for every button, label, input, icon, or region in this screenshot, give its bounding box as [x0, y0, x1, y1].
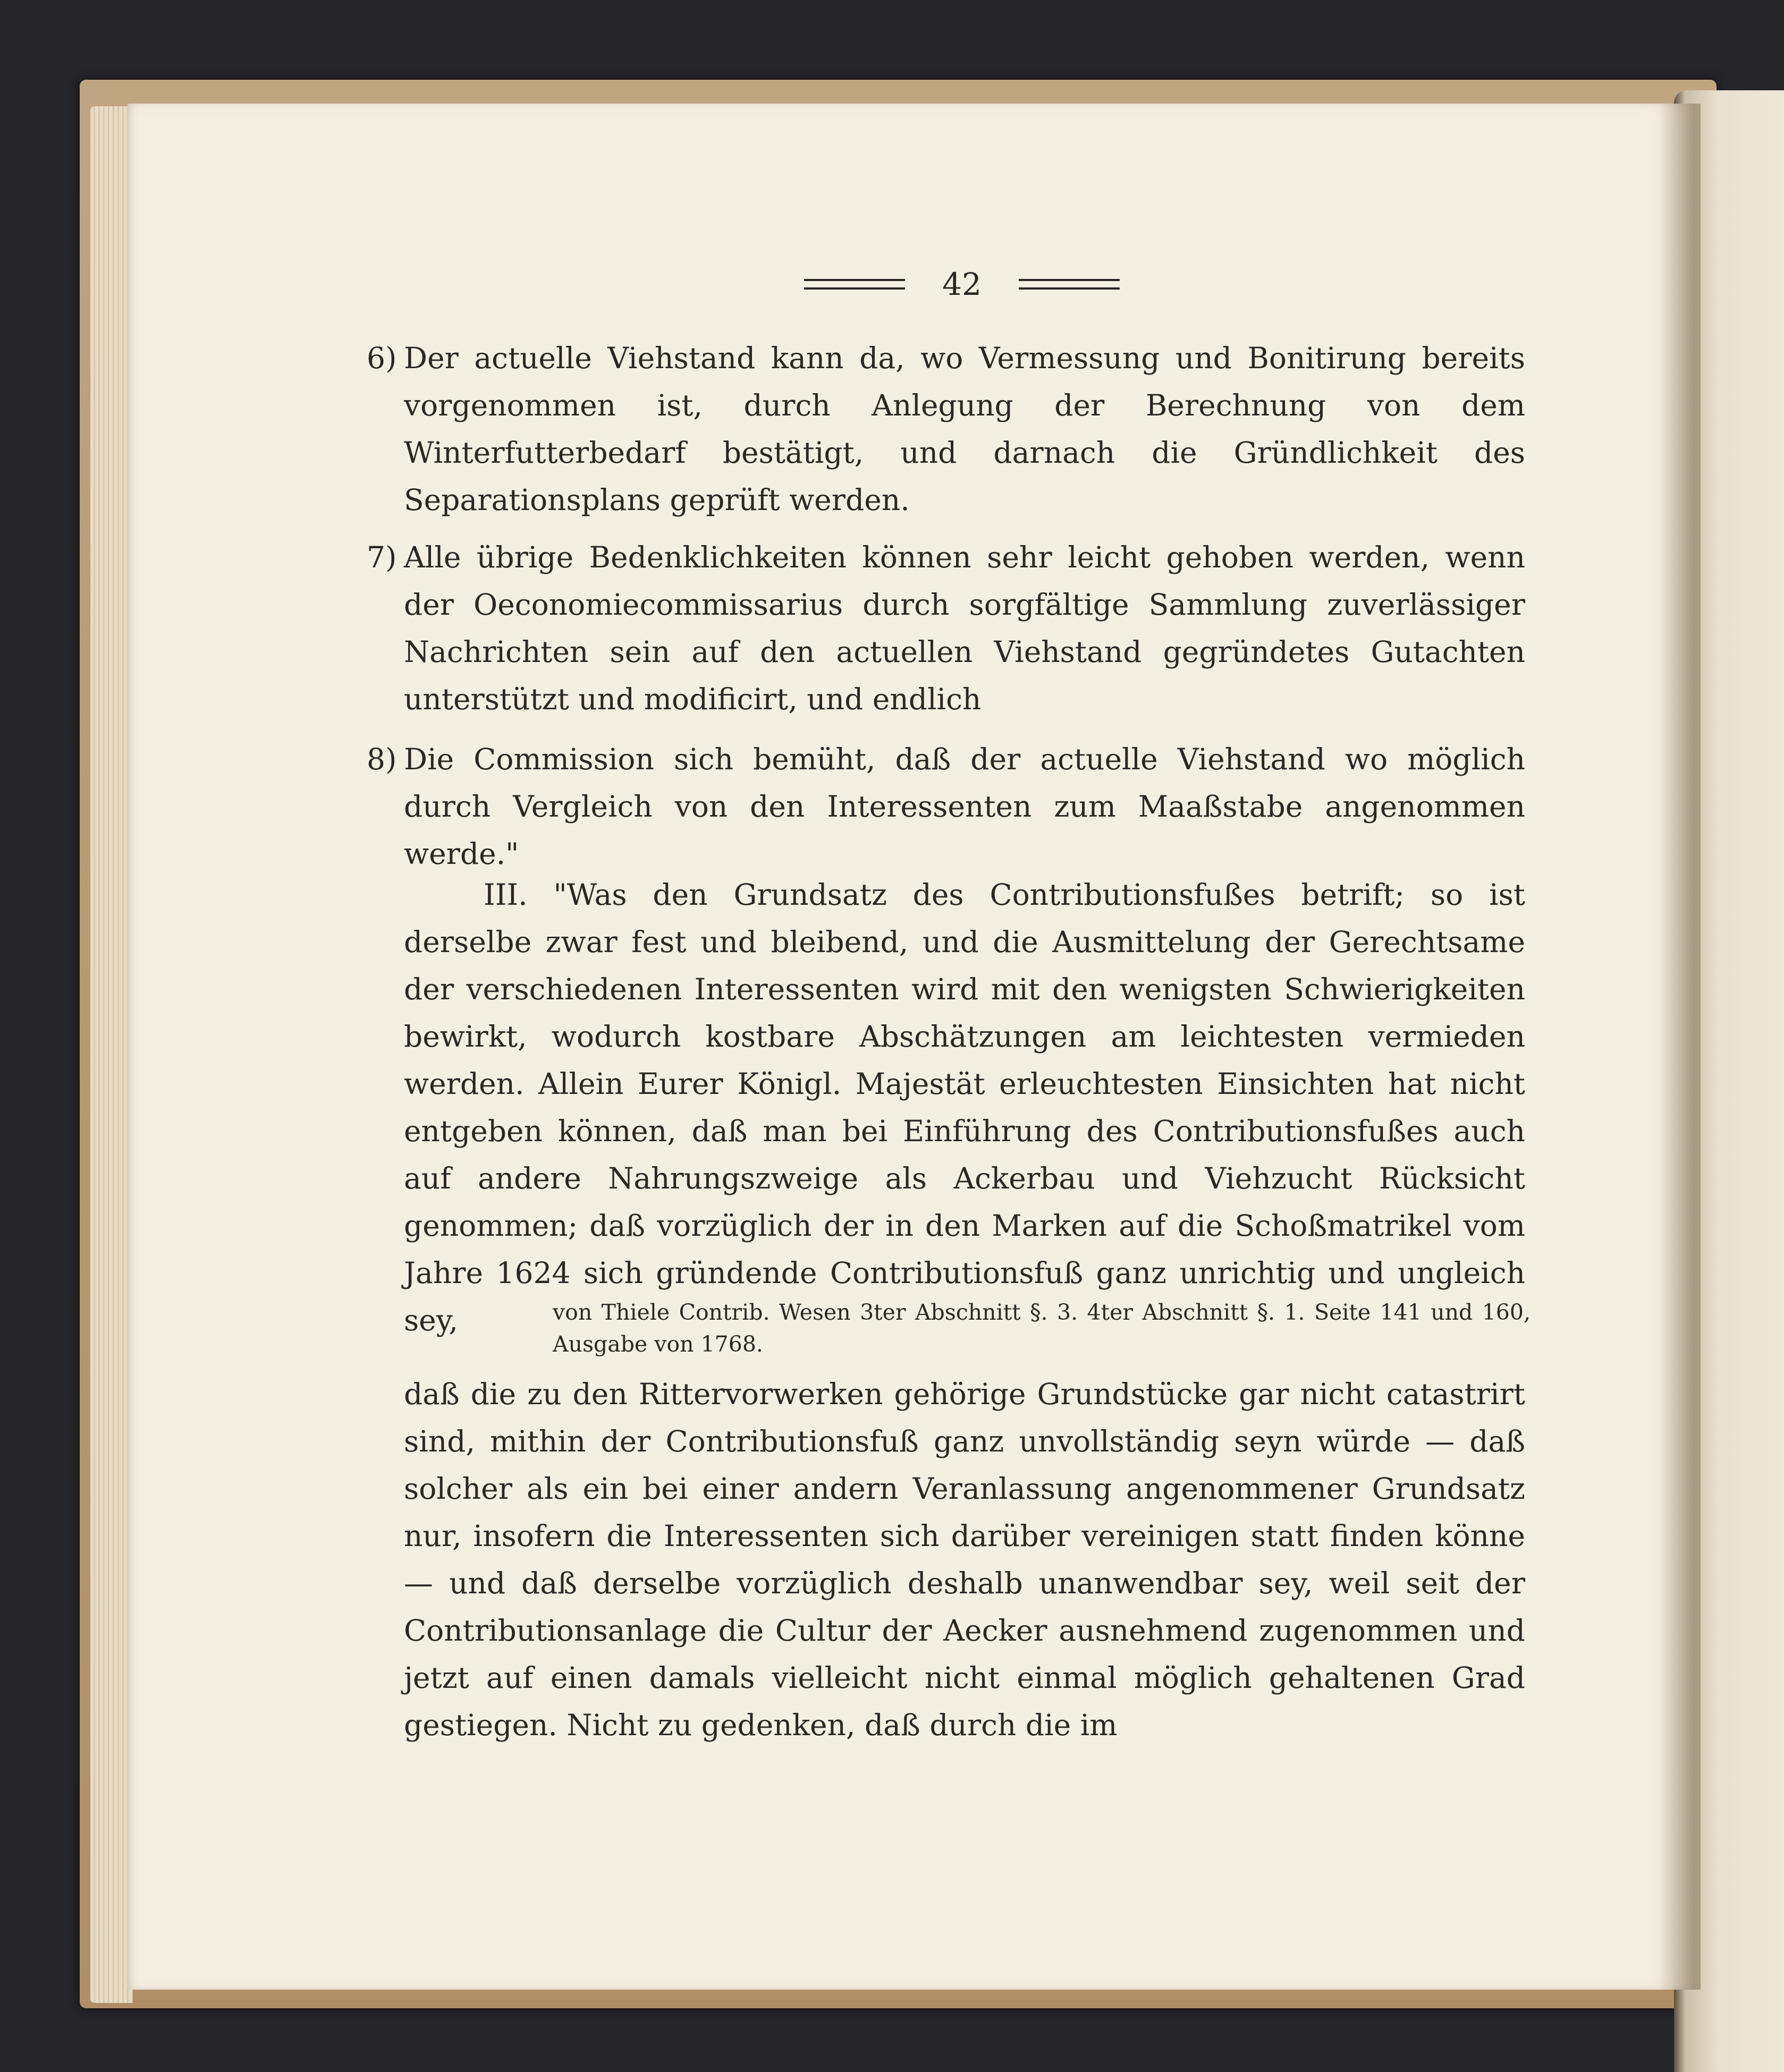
item-number: 6): [367, 341, 397, 375]
item-text: Alle übrige Bedenklichkeiten können sehr leicht gehoben werden, wenn der Oeconomiecommissarius durch sorgfältige Sammlung zuverlässiger Nachrichten sein auf den actuellen Viehstand gegründetes Gutachten unterstützt und modificirt, und endlich: [404, 540, 1525, 716]
page-number: 42: [942, 266, 982, 302]
item-number: 8): [367, 742, 397, 776]
header-rule-left: [804, 279, 905, 290]
footnote: von Thiele Contrib. Wesen 3ter Abschnitt §. 3. 4ter Abschnitt §. 1. Seite 141 und 160, Ausgabe von 1768.: [553, 1300, 1531, 1357]
section-three-paragraph: III. "Was den Grundsatz des Contributionsfußes betrift; so ist derselbe zwar fest und bleibend, und die Ausmittelung der Gerechtsame der verschiedenen Interessenten wird mit den wenigsten Schwierigkeiten bewirkt, wodurch kostbare Abschätzungen am leichtesten vermieden werden. Allein Eurer Königl. Majestät erleuchtesten Einsichten hat nicht entgeben können, daß man bei Einführung des Contributionsfußes auch auf andere Nahrungszweige als Ackerbau und Viehzucht Rücksicht genommen; daß vorzüglich der in den Marken auf die Schoßmatrikel vom Jahre 1624 sich gründende Contributionsfuß ganz unrichtig und ungleich sey,: [404, 878, 1525, 1337]
header-rule-right: [1019, 279, 1120, 290]
gutter-shadow: [1658, 104, 1701, 1990]
numbered-item-7: [367, 534, 1525, 723]
page-header: [802, 266, 1121, 303]
item-text: Die Commission sich bemüht, daß der actuelle Viehstand wo möglich durch Vergleich von den Interessenten zum Maaßstabe angenommen werde.": [404, 742, 1525, 871]
numbered-item-6: [367, 335, 1525, 524]
page-stack-edges: [90, 106, 133, 2003]
numbered-item-8: [367, 736, 1525, 878]
continuation-paragraph: daß die zu den Rittervorwerken gehörige Grundstücke gar nicht catastrirt sind, mithin der Contributionsfuß ganz unvollständig seyn würde — daß solcher als ein bei einer andern Veranlassung angenommener Grundsatz nur, insofern die Interessenten sich darüber vereinigen statt finden könne — und daß derselbe vorzüglich deshalb unanwendbar sey, weil seit der Contributionsanlage die Cultur der Aecker ausnehmend zugenommen und jetzt auf einen damals vielleicht nicht einmal möglich gehaltenen Grad gestiegen. Nicht zu gedenken, daß durch die im: [404, 1377, 1525, 1742]
item-number: 7): [367, 540, 397, 574]
item-text: Der actuelle Viehstand kann da, wo Vermessung und Bonitirung bereits vorgenommen ist, durch Anlegung der Berechnung von dem Winterfutterbedarf bestätigt, und darnach die Gründlichkeit des Separationsplans geprüft werden.: [404, 341, 1525, 517]
